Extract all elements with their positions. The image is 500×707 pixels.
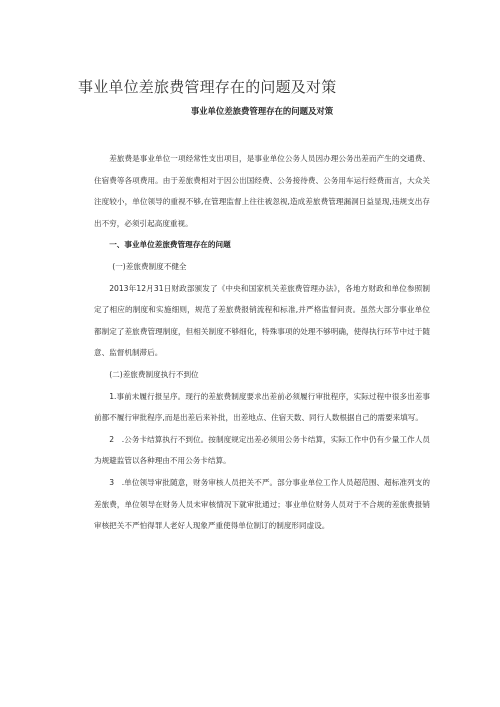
- document-subtitle: 事业单位差旅费管理存在的问题及对策: [190, 106, 334, 116]
- subheading-execution-inadequate: (二)差旅费制度执行不到位: [109, 369, 199, 379]
- paragraph-item-1: 1.事前未履行报呈序。现行的差旅费制度要求出差前必须履行审批程序，实际过程中很多出差事前都不履行审批程序,而是出差后来补批，出差地点、住宿天数、同行人数根据自己的需要来填写。: [94, 391, 430, 423]
- subheading-system-incomplete: (一)差旅费制度不健全: [112, 261, 187, 271]
- paragraph-item-2: 2 .公务卡结算执行不到位。按制度规定出差必须用公务卡结算，实际工作中仍有少量工作人员为规避监管以各种理由不用公务卡结算。: [94, 434, 430, 466]
- section-heading-problems: 一、事业单位差旅费管理存在的问题: [109, 240, 231, 250]
- document-title: 事业单位差旅费管理存在的问题及对策: [78, 78, 337, 96]
- paragraph-regulation-2013: 2013年12月31日财政部颁发了《中央和国家机关差旅费管理办法》，各地方财政和单位参照制定了相应的制度和实施细则，规范了差旅费报销流程和标准,并严格监督问责。虽然大部分事业单位都制定了差旅费管理制度，但相关制度不够细化，特殊事项的处理不够明确，使得执行环节中过于随意、监督机制滞后。: [94, 283, 430, 358]
- document-body: [94, 104, 430, 537]
- intro-paragraph: 差旅费是事业单位一项经常性支出项目，是事业单位公务人员因办理公务出差而产生的交通费、住宿费等各项费用。由于差旅费相对于因公出国经费、公务接待费、公务用车运行经费而言，大众关注度较小，单位领导的重视不够,在管理监督上往往被忽视,造成差旅费管理漏洞日益显现,违规支出存出不穷，必须引起高度重视。: [94, 154, 430, 228]
- paragraph-item-3: 3 .单位领导审批随意，财务审核人员把关不严。部分事业单位工作人员超范围、超标准列支的差旅费，单位领导在财务人员未审核情况下就审批通过；事业单位财务人员对于不合规的差旅费报销审核把关不严怕得罪人老好人现象严重使得单位制订的制度形同虚设。: [94, 477, 430, 531]
